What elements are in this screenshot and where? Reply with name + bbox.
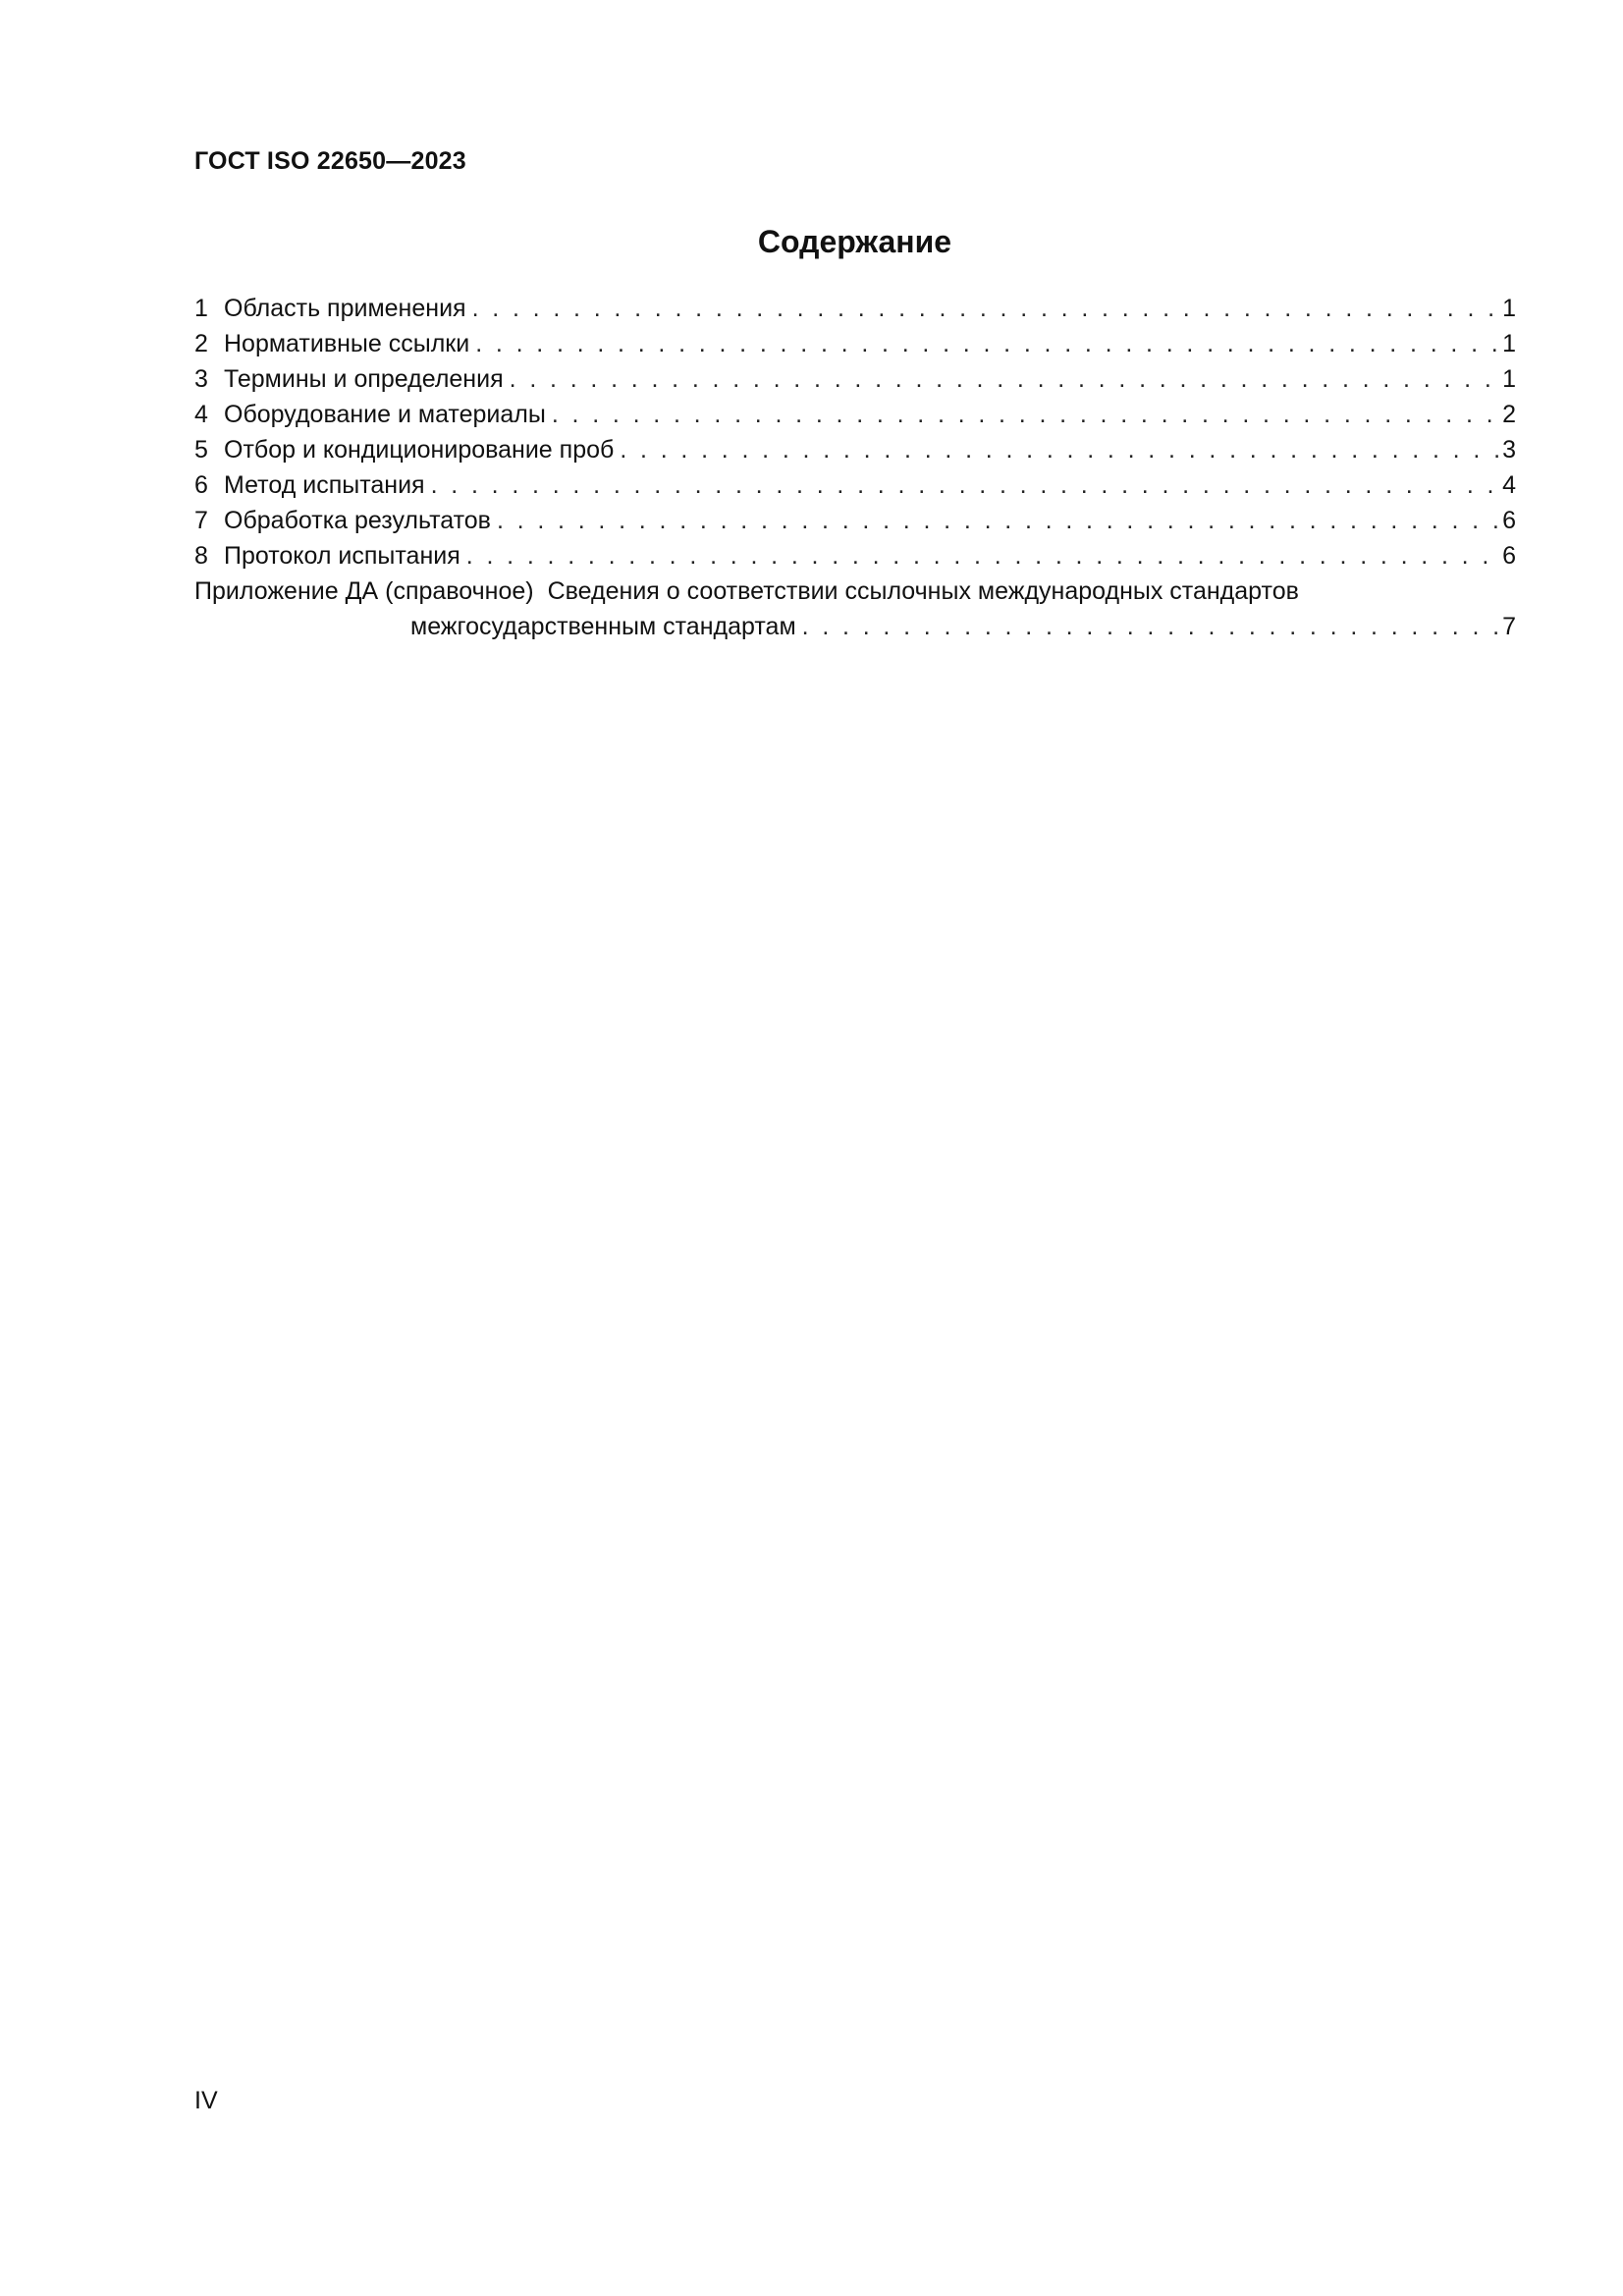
toc-entry[interactable] [194, 291, 1516, 326]
dot-leader [475, 326, 1500, 361]
toc-entry-label: Оборудование и материалы [224, 401, 546, 428]
toc-entry-page: 1 [1502, 365, 1516, 393]
page-number: IV [194, 2087, 218, 2114]
toc-entry-page: 1 [1502, 330, 1516, 357]
dot-leader [510, 361, 1500, 397]
dot-leader [431, 467, 1501, 503]
toc-entry-page: 6 [1502, 542, 1516, 570]
toc-entry-label: Обработка результатов [224, 507, 491, 534]
toc-entry-label: Протокол испытания [224, 542, 460, 570]
toc-entry-page: 1 [1502, 295, 1516, 322]
table-of-contents [194, 291, 1516, 644]
toc-annex-entry[interactable] [194, 574, 1516, 644]
toc-entry[interactable] [194, 432, 1516, 467]
toc-entry-page: 7 [1502, 613, 1516, 640]
toc-entry-page: 2 [1502, 401, 1516, 428]
dot-leader [466, 538, 1500, 574]
annex-title-line2: межгосударственным стандартам [410, 613, 796, 640]
toc-entry-label: Термины и определения [224, 365, 504, 393]
toc-entry-label: Нормативные ссылки [224, 330, 470, 357]
toc-entry[interactable] [194, 361, 1516, 397]
toc-entry-number: 4 [194, 401, 208, 428]
dot-leader [497, 503, 1500, 538]
toc-entry-page: 6 [1502, 507, 1516, 534]
toc-entry-number: 1 [194, 295, 208, 322]
dot-leader [802, 609, 1500, 644]
annex-title-line1: Сведения о соответствии ссылочных международных стандартов [547, 577, 1299, 605]
dot-leader [620, 432, 1500, 467]
toc-entry[interactable] [194, 326, 1516, 361]
toc-entry[interactable] [194, 397, 1516, 432]
toc-entry-page: 4 [1502, 471, 1516, 499]
toc-entry-number: 8 [194, 542, 208, 570]
document-code: ГОСТ ISO 22650—2023 [194, 147, 466, 175]
annex-prefix: Приложение ДА (справочное) [194, 577, 534, 605]
toc-entry-label: Отбор и кондиционирование проб [224, 436, 615, 464]
toc-title: Содержание [757, 224, 952, 259]
toc-entry-number: 6 [194, 471, 208, 499]
dot-leader [472, 291, 1501, 326]
toc-entry-number: 5 [194, 436, 208, 464]
toc-entry-number: 3 [194, 365, 208, 393]
toc-entry-label: Метод испытания [224, 471, 425, 499]
toc-entry[interactable] [194, 538, 1516, 574]
toc-entry-page: 3 [1502, 436, 1516, 464]
toc-entry-number: 2 [194, 330, 208, 357]
toc-entry[interactable] [194, 467, 1516, 503]
dot-leader [552, 397, 1500, 432]
toc-entry[interactable] [194, 503, 1516, 538]
toc-entry-number: 7 [194, 507, 208, 534]
toc-entry-label: Область применения [224, 295, 466, 322]
